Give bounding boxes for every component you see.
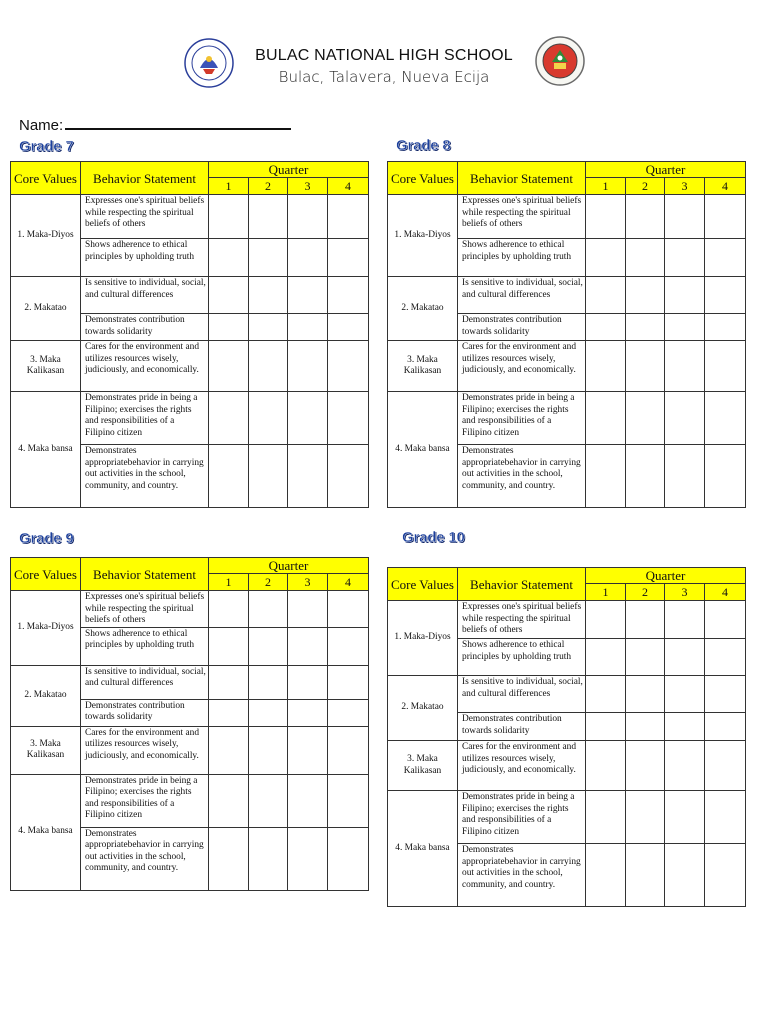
quarter-1-rating-cell[interactable]: [209, 277, 249, 314]
quarter-number-2: 2: [249, 574, 288, 591]
grade-title-10: Grade 10: [402, 529, 465, 546]
table-row: [11, 341, 369, 392]
quarter-number-3: 3: [288, 574, 328, 591]
core-values-header: Core Values: [388, 162, 458, 195]
quarter-2-rating-cell[interactable]: [626, 601, 665, 639]
quarter-4-rating-cell[interactable]: [328, 591, 369, 628]
quarter-4-rating-cell[interactable]: [705, 601, 746, 639]
core-value-cell: 2. Makatao: [388, 676, 458, 741]
quarter-1-rating-cell[interactable]: [209, 726, 249, 774]
quarter-1-rating-cell[interactable]: [209, 774, 249, 827]
quarter-number-3: 3: [665, 584, 705, 601]
quarter-2-rating-cell[interactable]: [249, 195, 288, 239]
behavior-statement-cell: Cares for the environment and utilizes resources wisely, judiciously, and economically.: [81, 341, 209, 392]
core-value-cell: 4. Maka bansa: [11, 392, 81, 508]
quarter-3-rating-cell[interactable]: [665, 639, 705, 676]
behavior-statement-cell: Cares for the environment and utilizes resources wisely, judiciously, and economically.: [458, 341, 586, 392]
quarter-4-rating-cell[interactable]: [705, 195, 746, 239]
behavior-statement-cell: Expresses one's spiritual beliefs while respecting the spiritual beliefs of others: [458, 195, 586, 239]
behavior-statement-cell: Demonstrates contribution towards solidarity: [81, 699, 209, 726]
quarter-header: Quarter: [586, 568, 746, 584]
quarter-2-rating-cell[interactable]: [249, 726, 288, 774]
quarter-3-rating-cell[interactable]: [288, 827, 328, 890]
header-row: [388, 568, 746, 584]
behavior-statement-cell: Cares for the environment and utilizes resources wisely, judiciously, and economically.: [81, 726, 209, 774]
table-row: [11, 665, 369, 699]
grade-title-8: Grade 8: [396, 137, 451, 154]
quarter-4-rating-cell[interactable]: [705, 445, 746, 508]
behavior-statement-header: Behavior Statement: [458, 162, 586, 195]
quarter-number-1: 1: [209, 574, 249, 591]
quarter-2-rating-cell[interactable]: [626, 314, 665, 341]
quarter-4-rating-cell[interactable]: [705, 844, 746, 907]
table-row: [388, 392, 746, 445]
quarter-4-rating-cell[interactable]: [705, 639, 746, 676]
quarter-1-rating-cell[interactable]: [209, 627, 249, 665]
core-values-header: Core Values: [388, 568, 458, 601]
quarter-3-rating-cell[interactable]: [288, 392, 328, 445]
quarter-4-rating-cell[interactable]: [328, 392, 369, 445]
quarter-1-rating-cell[interactable]: [586, 239, 626, 277]
quarter-4-rating-cell[interactable]: [705, 791, 746, 844]
school-address: Bulac, Talavera, Nueva Ecija: [278, 68, 490, 86]
behavior-statement-cell: Demonstrates appropriatebehavior in carrying out activities in the school, community, and country.: [81, 445, 209, 508]
quarter-2-rating-cell[interactable]: [249, 699, 288, 726]
grade-10-table: [387, 567, 746, 907]
quarter-4-rating-cell[interactable]: [328, 665, 369, 699]
quarter-3-rating-cell[interactable]: [288, 665, 328, 699]
grade-8-table: [387, 161, 746, 508]
quarter-4-rating-cell[interactable]: [705, 314, 746, 341]
quarter-4-rating-cell[interactable]: [328, 827, 369, 890]
quarter-3-rating-cell[interactable]: [288, 774, 328, 827]
core-values-header: Core Values: [11, 162, 81, 195]
table-row: [11, 195, 369, 239]
behavior-statement-header: Behavior Statement: [458, 568, 586, 601]
quarter-1-rating-cell[interactable]: [209, 314, 249, 341]
grade-9-table: [10, 557, 369, 891]
quarter-3-rating-cell[interactable]: [665, 676, 705, 713]
quarter-4-rating-cell[interactable]: [705, 277, 746, 314]
quarter-header: Quarter: [209, 558, 369, 574]
quarter-4-rating-cell[interactable]: [328, 445, 369, 508]
core-value-cell: 3. Maka Kalikasan: [11, 726, 81, 774]
quarter-1-rating-cell[interactable]: [586, 741, 626, 791]
behavior-statement-cell: Is sensitive to individual, social, and cultural differences: [81, 277, 209, 314]
quarter-3-rating-cell[interactable]: [665, 314, 705, 341]
behavior-statement-cell: Cares for the environment and utilizes resources wisely, judiciously, and economically.: [458, 741, 586, 791]
behavior-statement-cell: Demonstrates pride in being a Filipino; exercises the rights and responsibilities of a Filipino citizen: [81, 392, 209, 445]
quarter-2-rating-cell[interactable]: [249, 341, 288, 392]
table-row: [11, 774, 369, 827]
quarter-number-4: 4: [328, 178, 369, 195]
name-field[interactable]: [65, 114, 291, 130]
quarter-2-rating-cell[interactable]: [249, 314, 288, 341]
behavior-statement-cell: Demonstrates pride in being a Filipino; exercises the rights and responsibilities of a Filipino citizen: [458, 791, 586, 844]
quarter-2-rating-cell[interactable]: [626, 445, 665, 508]
behavior-statement-cell: Demonstrates contribution towards solidarity: [458, 713, 586, 741]
quarter-3-rating-cell[interactable]: [665, 341, 705, 392]
quarter-1-rating-cell[interactable]: [586, 314, 626, 341]
quarter-3-rating-cell[interactable]: [665, 601, 705, 639]
quarter-2-rating-cell[interactable]: [626, 741, 665, 791]
quarter-1-rating-cell[interactable]: [209, 665, 249, 699]
table-row: [11, 392, 369, 445]
quarter-3-rating-cell[interactable]: [288, 445, 328, 508]
quarter-4-rating-cell[interactable]: [705, 341, 746, 392]
behavior-statement-cell: Demonstrates appropriatebehavior in carrying out activities in the school, community, and country.: [458, 445, 586, 508]
header-row: [388, 162, 746, 178]
behavior-statement-cell: Demonstrates contribution towards solidarity: [458, 314, 586, 341]
quarter-3-rating-cell[interactable]: [665, 791, 705, 844]
quarter-3-rating-cell[interactable]: [665, 844, 705, 907]
core-value-cell: 4. Maka bansa: [388, 791, 458, 907]
quarter-4-rating-cell[interactable]: [328, 699, 369, 726]
quarter-2-rating-cell[interactable]: [249, 774, 288, 827]
core-value-cell: 1. Maka-Diyos: [11, 591, 81, 666]
quarter-header: Quarter: [586, 162, 746, 178]
quarter-number-2: 2: [626, 178, 665, 195]
header-row: [11, 558, 369, 574]
behavior-statement-cell: Is sensitive to individual, social, and cultural differences: [458, 277, 586, 314]
quarter-4-rating-cell[interactable]: [328, 774, 369, 827]
behavior-statement-cell: Expresses one's spiritual beliefs while respecting the spiritual beliefs of others: [458, 601, 586, 639]
quarter-2-rating-cell[interactable]: [626, 676, 665, 713]
core-value-cell: 2. Makatao: [11, 277, 81, 341]
name-field-row: [19, 114, 291, 134]
quarter-2-rating-cell[interactable]: [249, 239, 288, 277]
quarter-2-rating-cell[interactable]: [626, 639, 665, 676]
quarter-1-rating-cell[interactable]: [586, 277, 626, 314]
quarter-4-rating-cell[interactable]: [328, 726, 369, 774]
table-row: [11, 591, 369, 628]
header-row: [11, 162, 369, 178]
table-row: [388, 277, 746, 314]
quarter-1-rating-cell[interactable]: [209, 699, 249, 726]
core-value-cell: 3. Maka Kalikasan: [388, 341, 458, 392]
quarter-number-2: 2: [249, 178, 288, 195]
behavior-statement-cell: Demonstrates pride in being a Filipino; exercises the rights and responsibilities of a Filipino citizen: [81, 774, 209, 827]
quarter-3-rating-cell[interactable]: [665, 445, 705, 508]
quarter-2-rating-cell[interactable]: [249, 392, 288, 445]
quarter-4-rating-cell[interactable]: [328, 341, 369, 392]
quarter-2-rating-cell[interactable]: [626, 277, 665, 314]
table-row: [11, 726, 369, 774]
quarter-number-4: 4: [328, 574, 369, 591]
quarter-3-rating-cell[interactable]: [288, 277, 328, 314]
quarter-1-rating-cell[interactable]: [209, 239, 249, 277]
grade-title-9: Grade 9: [19, 530, 74, 547]
quarter-2-rating-cell[interactable]: [626, 713, 665, 741]
quarter-4-rating-cell[interactable]: [705, 392, 746, 445]
quarter-1-rating-cell[interactable]: [209, 827, 249, 890]
quarter-1-rating-cell[interactable]: [586, 844, 626, 907]
quarter-1-rating-cell[interactable]: [586, 639, 626, 676]
quarter-2-rating-cell[interactable]: [626, 195, 665, 239]
quarter-1-rating-cell[interactable]: [586, 676, 626, 713]
quarter-1-rating-cell[interactable]: [586, 601, 626, 639]
quarter-number-3: 3: [665, 178, 705, 195]
behavior-statement-cell: Shows adherence to ethical principles by upholding truth: [81, 239, 209, 277]
behavior-statement-cell: Is sensitive to individual, social, and cultural differences: [81, 665, 209, 699]
quarter-2-rating-cell[interactable]: [249, 445, 288, 508]
behavior-statement-cell: Expresses one's spiritual beliefs while respecting the spiritual beliefs of others: [81, 591, 209, 628]
quarter-number-4: 4: [705, 178, 746, 195]
quarter-number-1: 1: [586, 178, 626, 195]
core-values-header: Core Values: [11, 558, 81, 591]
behavior-statement-cell: Expresses one's spiritual beliefs while respecting the spiritual beliefs of others: [81, 195, 209, 239]
quarter-2-rating-cell[interactable]: [249, 591, 288, 628]
quarter-4-rating-cell[interactable]: [328, 627, 369, 665]
table-row: [11, 277, 369, 314]
quarter-3-rating-cell[interactable]: [288, 699, 328, 726]
quarter-3-rating-cell[interactable]: [288, 591, 328, 628]
quarter-3-rating-cell[interactable]: [288, 627, 328, 665]
quarter-3-rating-cell[interactable]: [288, 195, 328, 239]
behavior-statement-cell: Shows adherence to ethical principles by upholding truth: [81, 627, 209, 665]
quarter-3-rating-cell[interactable]: [665, 239, 705, 277]
quarter-1-rating-cell[interactable]: [586, 195, 626, 239]
table-row: [388, 741, 746, 791]
quarter-2-rating-cell[interactable]: [249, 277, 288, 314]
quarter-number-3: 3: [288, 178, 328, 195]
behavior-statement-header: Behavior Statement: [81, 558, 209, 591]
quarter-1-rating-cell[interactable]: [586, 445, 626, 508]
quarter-header: Quarter: [209, 162, 369, 178]
core-value-cell: 1. Maka-Diyos: [388, 601, 458, 676]
quarter-3-rating-cell[interactable]: [288, 239, 328, 277]
quarter-3-rating-cell[interactable]: [665, 741, 705, 791]
quarter-4-rating-cell[interactable]: [328, 195, 369, 239]
quarter-number-1: 1: [586, 584, 626, 601]
behavior-statement-header: Behavior Statement: [81, 162, 209, 195]
quarter-2-rating-cell[interactable]: [626, 844, 665, 907]
table-row: [388, 195, 746, 239]
quarter-3-rating-cell[interactable]: [665, 713, 705, 741]
core-value-cell: 1. Maka-Diyos: [11, 195, 81, 277]
quarter-1-rating-cell[interactable]: [586, 392, 626, 445]
quarter-number-1: 1: [209, 178, 249, 195]
behavior-statement-cell: Demonstrates contribution towards solidarity: [81, 314, 209, 341]
quarter-3-rating-cell[interactable]: [665, 392, 705, 445]
quarter-3-rating-cell[interactable]: [665, 195, 705, 239]
core-value-cell: 4. Maka bansa: [11, 774, 81, 890]
quarter-3-rating-cell[interactable]: [665, 277, 705, 314]
grade-7-table: [10, 161, 369, 508]
core-value-cell: 4. Maka bansa: [388, 392, 458, 508]
core-value-cell: 3. Maka Kalikasan: [11, 341, 81, 392]
school-name: BULAC NATIONAL HIGH SCHOOL: [255, 47, 513, 64]
core-value-cell: 2. Makatao: [11, 665, 81, 726]
quarter-4-rating-cell[interactable]: [705, 239, 746, 277]
name-label: Name:: [19, 117, 64, 134]
core-value-cell: 3. Maka Kalikasan: [388, 741, 458, 791]
behavior-statement-cell: Shows adherence to ethical principles by upholding truth: [458, 639, 586, 676]
behavior-statement-cell: Shows adherence to ethical principles by upholding truth: [458, 239, 586, 277]
core-value-cell: 1. Maka-Diyos: [388, 195, 458, 277]
quarter-1-rating-cell[interactable]: [586, 341, 626, 392]
quarter-1-rating-cell[interactable]: [209, 591, 249, 628]
core-value-cell: 2. Makatao: [388, 277, 458, 341]
quarter-1-rating-cell[interactable]: [209, 445, 249, 508]
quarter-2-rating-cell[interactable]: [249, 665, 288, 699]
table-row: [388, 601, 746, 639]
behavior-statement-cell: Demonstrates appropriatebehavior in carrying out activities in the school, community, and country.: [458, 844, 586, 907]
quarter-2-rating-cell[interactable]: [626, 341, 665, 392]
table-row: [388, 791, 746, 844]
behavior-statement-cell: Is sensitive to individual, social, and cultural differences: [458, 676, 586, 713]
quarter-number-4: 4: [705, 584, 746, 601]
quarter-1-rating-cell[interactable]: [586, 713, 626, 741]
quarter-2-rating-cell[interactable]: [626, 791, 665, 844]
table-row: [388, 676, 746, 713]
quarter-4-rating-cell[interactable]: [328, 314, 369, 341]
grade-title-7: Grade 7: [19, 138, 74, 155]
quarter-2-rating-cell[interactable]: [249, 827, 288, 890]
quarter-1-rating-cell[interactable]: [209, 392, 249, 445]
quarter-1-rating-cell[interactable]: [209, 195, 249, 239]
quarter-3-rating-cell[interactable]: [288, 341, 328, 392]
behavior-statement-cell: Demonstrates pride in being a Filipino; exercises the rights and responsibilities of a Filipino citizen: [458, 392, 586, 445]
quarter-4-rating-cell[interactable]: [328, 277, 369, 314]
quarter-4-rating-cell[interactable]: [705, 676, 746, 713]
quarter-1-rating-cell[interactable]: [209, 341, 249, 392]
quarter-3-rating-cell[interactable]: [288, 726, 328, 774]
table-row: [388, 341, 746, 392]
quarter-number-2: 2: [626, 584, 665, 601]
quarter-3-rating-cell[interactable]: [288, 314, 328, 341]
quarter-4-rating-cell[interactable]: [328, 239, 369, 277]
quarter-4-rating-cell[interactable]: [705, 713, 746, 741]
quarter-2-rating-cell[interactable]: [626, 239, 665, 277]
quarter-4-rating-cell[interactable]: [705, 741, 746, 791]
quarter-2-rating-cell[interactable]: [249, 627, 288, 665]
quarter-2-rating-cell[interactable]: [626, 392, 665, 445]
behavior-statement-cell: Demonstrates appropriatebehavior in carrying out activities in the school, community, and country.: [81, 827, 209, 890]
quarter-1-rating-cell[interactable]: [586, 791, 626, 844]
